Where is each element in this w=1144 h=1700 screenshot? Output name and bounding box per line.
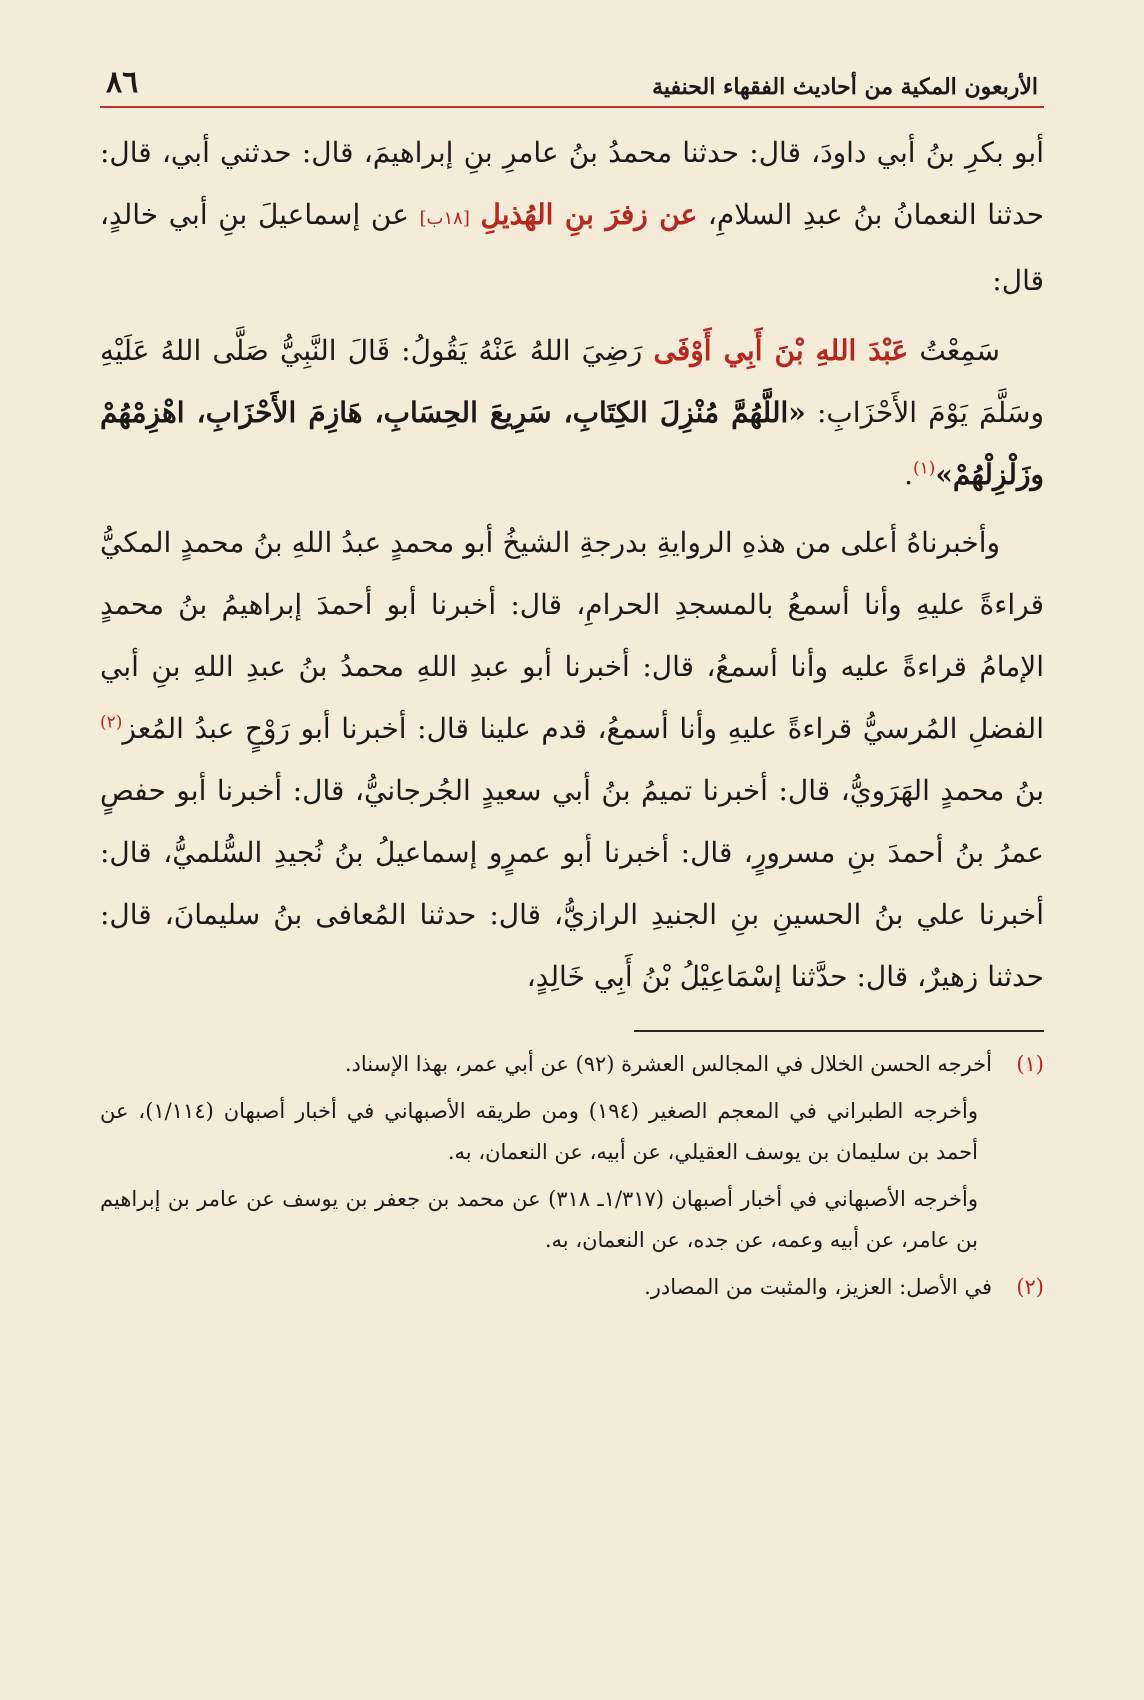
footnote-number: (١) — [1016, 1052, 1044, 1076]
hadith-paragraph — [100, 320, 1044, 506]
running-header — [100, 48, 1044, 108]
isnad-text-continued: عن إسماعيلَ بنِ أبي خالدٍ، قال: — [100, 198, 1044, 297]
isnad-paragraph-1 — [100, 122, 1044, 312]
footnote-1 — [100, 1044, 1044, 1261]
footnote-line: وأخرجه الطبراني في المعجم الصغير (١٩٤) ومن طريقه الأصبهاني في أخبار أصبهان (١/١١٤)، عن أحمد بن سليمان بن يوسف العقيلي، عن أبيه، عن النعمان، به. — [100, 1099, 978, 1164]
book-title: الأربعون المكية من أحاديث الفقهاء الحنفية — [652, 74, 1038, 100]
isnad-text: أبو بكرِ بنُ أبي داودَ، قال: حدثنا محمدُ بنُ عامرِ بنِ إبراهيمَ، قال: حدثني أبي، قال: حدثنا النعمانُ بنُ عبدِ السلامِ، — [100, 136, 1045, 231]
narrator-name-highlight: عن زفرَ بنِ الهُذيلِ — [480, 198, 698, 231]
footnote-body — [100, 1044, 992, 1261]
footnote-line: أخرجه الحسن الخلال في المجالس العشرة (٩٢) عن أبي عمر، بهذا الإسناد. — [344, 1052, 992, 1076]
footnotes — [100, 1044, 1044, 1308]
footnote-separator — [634, 1030, 1044, 1032]
hadith-end-mark: . — [904, 458, 913, 491]
isnad-paragraph-2 — [100, 512, 1044, 1008]
main-text — [100, 122, 1044, 1008]
footnote-line: في الأصل: العزيز، والمثبت من المصادر. — [644, 1275, 992, 1299]
isnad-text-continued: بنُ محمدٍ الهَرَويُّ، قال: أخبرنا تميمُ بنُ أبي سعيدٍ الجُرجانيُّ، قال: أخبرنا أبو حفصٍ عمرُ بنُ أحمدَ بنِ مسرورٍ، قال: أخبرنا أبو عمرٍو إسماعيلُ بنُ نُجيدِ السُّلميُّ، قال: أخبرنا علي بنُ الحسينِ بنِ الجنيدِ الرازيُّ، قال: حدثنا المُعافى بنُ سليمانَ، قال: حدثنا زهيرٌ، قال: حدَّثنا إسْمَاعِيْلُ بْنُ أَبِي خَالِدٍ، — [100, 774, 1044, 993]
footnote-body — [100, 1267, 992, 1308]
manuscript-folio-marker: [١٨ب] — [419, 208, 470, 229]
page-number: ٨٦ — [106, 65, 139, 100]
isnad-text: وأخبرناهُ أعلى من هذهِ الروايةِ بدرجةِ الشيخُ أبو محمدٍ عبدُ اللهِ بنُ محمدٍ المكيُّ قراءةً عليهِ وأنا أسمعُ بالمسجدِ الحرامِ، قال: أخبرنا أبو أحمدَ إبراهيمُ بنُ محمدٍ الإمامُ قراءةً عليه وأنا أسمعُ، قال: أخبرنا أبو عبدِ اللهِ محمدُ بنُ عبدِ اللهِ بنِ أبي الفضلِ المُرسيُّ قراءةً عليهِ وأنا أسمعُ، قدم علينا قال: أخبرنا أبو رَوْحٍ عبدُ المُعز — [100, 526, 1044, 745]
companion-name-highlight: عَبْدَ اللهِ بْنَ أَبِي أَوْفَى — [653, 334, 909, 367]
footnote-number: (٢) — [1016, 1275, 1044, 1299]
hadith-text-continued: رَضِيَ اللهُ عَنْهُ يَقُولُ: قَالَ النَّبِيُّ صَلَّى اللهُ عَلَيْهِ وسَلَّمَ يَوْمَ الأَحْزَابِ: — [100, 334, 1045, 429]
hadith-text: سَمِعْتُ — [908, 334, 1000, 367]
footnote-2 — [100, 1267, 1044, 1308]
footnote-line: وأخرجه الأصبهاني في أخبار أصبهان (١/٣١٧ـ ٣١٨) عن محمد بن جعفر بن يوسف عن عامر بن إبراهيم بن عامر، عن أبيه وعمه، عن جده، عن النعمان، به. — [100, 1187, 979, 1252]
prophetic-supplication: «اللَّهُمَّ مُنْزِلَ الكِتَابِ، سَرِيعَ الحِسَابِ، هَازِمَ الأَحْزَابِ، اهْزِمْهُمْ وزَلْزِلْهُمْ» — [100, 396, 1044, 491]
footnote-ref-2[interactable]: (٢) — [100, 712, 123, 733]
footnote-ref-1[interactable]: (١) — [912, 458, 936, 479]
